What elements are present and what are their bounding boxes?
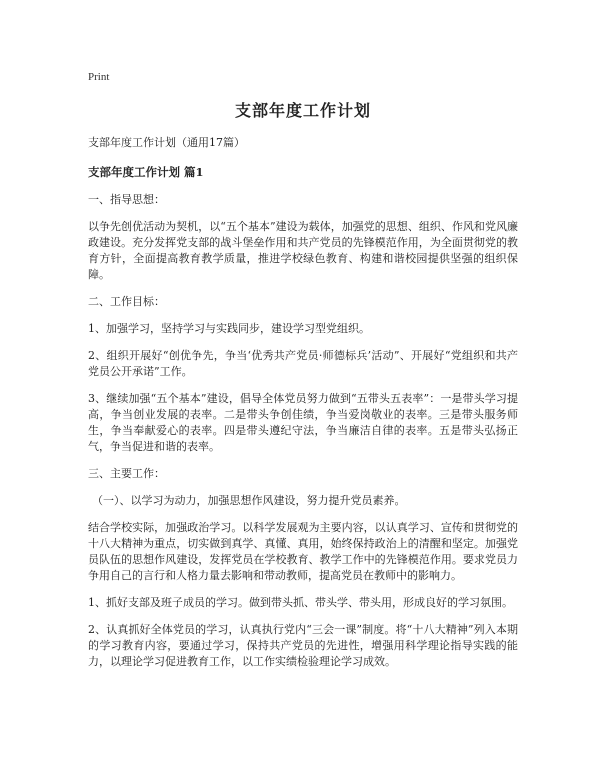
- heading-guiding-ideology: 一、指导思想：: [88, 193, 165, 206]
- document-title: 支部年度工作计划: [234, 101, 371, 120]
- heading-main-work: 三、主要工作：: [88, 467, 165, 480]
- paragraph-political-study: 结合学校实际，加强政治学习。以科学发展观为主要内容，以认真学习、宣传和贯彻党的十八大精神为重点，切实做到真学、真懂、真用，始终保持政治上的清醒和坚定。加强党员队伍的思想作风建设，发挥党员在学校教育、教学工作中的先锋模范作用。要求党员力争用自己的言行和人格力量去影响和带动教师，提高党员在教师中的影响力。: [88, 521, 518, 582]
- paragraph-guiding-ideology: 以争先创优活动为契机，以“五个基本”建设为载体，加强党的思想、组织、作风和党风廉政建设。充分发挥党支部的战斗堡垒作用和共产党员的先锋模范作用，为全面贯彻党的教育方针，全面提高教育教学质量，推进学校绿色教育、构建和谐校园提供坚强的组织保障。: [88, 220, 518, 281]
- main-work-item-1: （一）、以学习为动力，加强思想作风建设，努力提升党员素养。: [92, 494, 406, 507]
- goal-item-1: 1、加强学习，坚持学习与实践同步，建设学习型党组织。: [88, 322, 370, 335]
- print-label: Print: [88, 71, 110, 83]
- goal-item-3: 3、继续加强“五个基本”建设，倡导全体党员努力做到“五带头五表率”：一是带头学习提高，争当创业发展的表率。二是带头争创佳绩，争当爱岗敬业的表率。三是带头服务师生，争当奉献爱心的表率。四是带头遵纪守法，争当廉洁自律的表率。五是带头弘扬正气，争当促进和谐的表率。: [88, 392, 518, 453]
- document-subtitle: 支部年度工作计划（通用17篇）: [88, 136, 245, 149]
- section-heading: 支部年度工作计划 篇1: [88, 165, 204, 179]
- heading-work-goals: 二、工作目标：: [88, 295, 165, 308]
- study-item-2: 2、认真抓好全体党员的学习，认真执行党内“三会一课”制度。将“十八大精神”列入本期的学习教育内容，要通过学习，保持共产党员的先进性，增强用科学理论指导实践的能力，以理论学习促进教育工作，以工作实绩检验理论学习成效。: [88, 623, 518, 668]
- document-page: [88, 70, 518, 681]
- study-item-1: 1、抓好支部及班子成员的学习。做到带头抓、带头学、带头用，形成良好的学习氛围。: [88, 596, 513, 609]
- goal-item-2: 2、组织开展好“创优争先，争当‘优秀共产党员·师德标兵’活动”、开展好“党组织和共产党员公开承诺”工作。: [88, 349, 518, 378]
